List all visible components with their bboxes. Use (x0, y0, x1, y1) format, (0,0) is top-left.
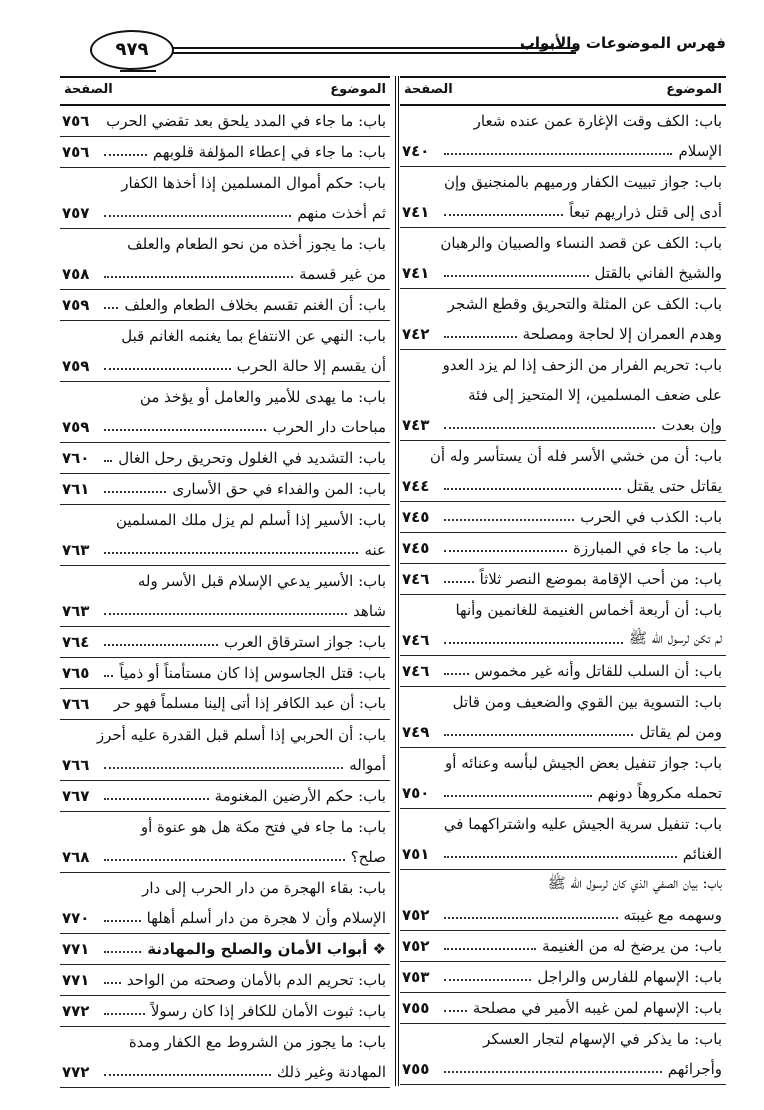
entry-topic-text: شاهد (353, 602, 386, 620)
entry-line (60, 290, 390, 320)
index-entry (60, 873, 390, 934)
entry-line (400, 870, 726, 900)
leader-dots (444, 1071, 662, 1073)
entry-page-number: ٧٥٦ (62, 143, 90, 161)
entry-page-number: ٧٥٠ (402, 784, 430, 802)
entry-topic-text: باب: الكف وقت الإغارة عمن عنده شعار (473, 112, 722, 130)
entry-topic-text: الإسلام وأن لا هجرة من دار أسلم أهلها (146, 909, 386, 927)
leader-dots (104, 859, 345, 861)
entry-line (400, 687, 726, 717)
index-entry (60, 474, 390, 505)
entry-topic-text: من غير قسمة (299, 265, 386, 283)
entry-line (60, 229, 390, 259)
entry-page-number: ٧٥٩ (62, 418, 90, 436)
leader-dots (104, 675, 113, 677)
index-entry (60, 812, 390, 873)
entry-line (400, 380, 726, 410)
entry-page-number: ٧٤٦ (402, 570, 430, 588)
index-entry (60, 720, 390, 781)
entry-line (60, 321, 390, 351)
entry-line (400, 167, 726, 197)
entry-page-number: ٧٤٦ (402, 662, 430, 680)
entry-line (60, 842, 390, 872)
leader-dots (444, 519, 574, 521)
header-rule (160, 52, 576, 54)
index-column-right (400, 106, 726, 1085)
index-entry (400, 595, 726, 656)
entry-topic-text: وإن بعدت (661, 416, 722, 434)
leader-dots (444, 275, 589, 277)
entry-line (60, 720, 390, 750)
index-entry (60, 965, 390, 996)
entry-page-number: ٧٤٥ (402, 508, 430, 526)
leader-dots (444, 214, 563, 216)
index-entry (60, 689, 390, 720)
leader-dots (444, 856, 677, 858)
entry-line (60, 596, 390, 626)
entry-line (60, 535, 390, 565)
entry-page-number: ٧٤١ (402, 203, 430, 221)
page-column-label: الصفحة (404, 82, 453, 97)
entry-topic-text: باب: تنفيل سرية الجيش عليه واشتراكهما في (443, 815, 722, 833)
leader-dots (104, 951, 141, 953)
index-entry (60, 382, 390, 443)
entry-page-number: ٧٦٠ (62, 449, 90, 467)
leader-dots (104, 644, 218, 646)
entry-page-number: ٧٥١ (402, 845, 430, 863)
entry-line (60, 873, 390, 903)
entry-page-number: ٧٦٨ (62, 848, 90, 866)
index-entry (60, 781, 390, 812)
leader-dots (444, 488, 621, 490)
entry-topic-text: باب: بقاء الهجرة من دار الحرب إلى دار (142, 879, 386, 897)
entry-topic-text: أن يقسم إلا حالة الحرب (236, 357, 386, 375)
entry-topic-text: باب: الإسهام لمن غيبه الأمير في مصلحة (472, 999, 722, 1017)
entry-page-number: ٧٥٥ (402, 999, 430, 1017)
entry-topic-text: باب: ثبوت الأمان للكافر إذا كان رسولاً (150, 1002, 386, 1020)
entry-page-number: ٧٦٧ (62, 787, 90, 805)
entry-line (60, 382, 390, 412)
column-divider (395, 76, 396, 1086)
entry-line (400, 748, 726, 778)
entry-topic-text: باب: أن السلب للقاتل وأنه غير مخموس (474, 662, 722, 680)
entry-topic-text: باب: قتل الجاسوس إذا كان مستأمناً أو ذمياً (119, 664, 386, 682)
running-title: فهرس الموضوعات والأبواب (519, 34, 726, 52)
entry-topic-text: باب: ما يذكر في الإسهام لتجار العسكر (483, 1030, 722, 1048)
index-entry (400, 656, 726, 687)
index-entry (400, 106, 726, 167)
entry-topic-text: باب: أن الحربي إذا أسلم قبل القدرة عليه أحرز (96, 726, 386, 744)
index-column-left (60, 106, 390, 1088)
entry-page-number: ٧٥٢ (402, 906, 430, 924)
entry-line (60, 137, 390, 167)
entry-topic-text: باب: الأسير يدعي الإسلام قبل الأسر وله (137, 572, 386, 590)
leader-dots (444, 795, 592, 797)
entry-line (400, 136, 726, 166)
topic-column-label: الموضوع (330, 82, 386, 97)
entry-topic-text: ثم أخذت منهم (297, 204, 386, 222)
entry-topic-text: يقاتل حتى يقتل (626, 477, 722, 495)
leader-dots (104, 798, 209, 800)
index-entry (60, 229, 390, 290)
entry-page-number: ٧٥٣ (402, 968, 430, 986)
index-entry (400, 228, 726, 289)
leader-dots (104, 920, 141, 922)
entry-line (60, 106, 390, 136)
index-entry (400, 748, 726, 809)
entry-page-number: ٧٤٩ (402, 723, 430, 741)
entry-topic-text: باب: حكم أموال المسلمين إذا أخذها الكفار (121, 174, 386, 192)
entry-page-number: ٧٥٩ (62, 357, 90, 375)
leader-dots (444, 948, 536, 950)
index-entry (60, 566, 390, 627)
entry-page-number: ٧٦٤ (62, 633, 90, 651)
entry-line (60, 1027, 390, 1057)
entry-line (60, 474, 390, 504)
entry-topic-text: أدى إلى قتل ذراريهم تبعاً (569, 203, 722, 221)
index-entry (60, 106, 390, 137)
index-entry (60, 137, 390, 168)
entry-line (60, 351, 390, 381)
entry-topic-text: باب: من أحب الإقامة بموضع النصر ثلاثاً (479, 570, 722, 588)
index-entry (60, 505, 390, 566)
leader-dots (444, 917, 618, 919)
entry-line (60, 658, 390, 688)
entry-line (60, 996, 390, 1026)
leader-dots (104, 552, 358, 554)
entry-page-number: ٧٥٥ (402, 1060, 430, 1078)
entry-line (400, 1024, 726, 1054)
entry-topic-text: على ضعف المسلمين، إلا المتحيز إلى فئة (468, 386, 722, 404)
entry-line (60, 934, 390, 964)
entry-line (400, 656, 726, 686)
entry-topic-text: وسهمه مع غيبته (623, 906, 722, 924)
entry-topic-text: باب: ما جاء في المبارزة (572, 539, 722, 557)
leader-dots (104, 215, 291, 217)
header-rule (160, 47, 576, 49)
page-number: ٩٧٩ (90, 30, 174, 70)
leader-dots (104, 1013, 145, 1015)
entry-line (400, 1054, 726, 1084)
leader-dots (444, 336, 517, 338)
entry-topic-text: الإسلام (678, 142, 722, 160)
header-rule (120, 70, 156, 72)
entry-topic-text: وهدم العمران إلا لحاجة ومصلحة (522, 325, 722, 343)
entry-page-number: ٧٤١ (402, 264, 430, 282)
topic-column-label: الموضوع (666, 82, 722, 97)
entry-line (400, 595, 726, 625)
entry-topic-text: باب: ما جاء في إعطاء المؤلفة قلوبهم (152, 143, 386, 161)
entry-line (400, 778, 726, 808)
entry-topic-text: صلح؟ (350, 848, 386, 866)
entry-line (60, 412, 390, 442)
entry-page-number: ٧٦٣ (62, 541, 90, 559)
index-entry (60, 321, 390, 382)
entry-page-number: ٧٥٧ (62, 204, 90, 222)
entry-line (60, 505, 390, 535)
index-entry (400, 441, 726, 502)
entry-page-number: ٧٥٩ (62, 296, 90, 314)
entry-topic-text: باب: أن عبد الكافر إذا أتى إلينا مسلماً فهو حر (113, 696, 386, 712)
leader-dots (444, 581, 474, 583)
entry-topic-text: باب: جواز تبييت الكفار ورميهم بالمنجنيق وإن (444, 173, 722, 191)
leader-dots (444, 1010, 467, 1012)
entry-topic-text: باب: المن والفداء في حق الأسارى (172, 480, 386, 498)
entry-topic-text: باب: جواز تنفيل بعض الجيش لبأسه وعنائه أو (445, 754, 722, 772)
entry-line (400, 931, 726, 961)
entry-page-number: ٧٤٣ (402, 416, 430, 434)
index-entry (400, 1024, 726, 1085)
leader-dots (104, 276, 293, 278)
entry-topic-text: باب: ما جاء في فتح مكة هل هو عنوة أو (140, 818, 386, 836)
entry-topic-text: عنه (364, 541, 386, 559)
index-entry (400, 289, 726, 350)
index-entry (400, 502, 726, 533)
entry-topic-text: والشيخ الفاني بالقتل (594, 264, 722, 282)
entry-topic-text: باب: حكم الأرضين المغنومة (214, 787, 386, 805)
section-heading (60, 934, 390, 965)
index-entry (400, 870, 726, 931)
entry-topic-text: باب: النهي عن الانتفاع بما يغنمه الغانم قبل (121, 327, 386, 345)
entry-page-number: ٧٤٢ (402, 325, 430, 343)
entry-topic-text: باب: تحريم الفرار من الزحف إذا لم يزد العدو (442, 356, 722, 374)
entry-line (400, 471, 726, 501)
entry-line (400, 289, 726, 319)
entry-topic-text: باب: الكف عن المثلة والتحريق وقطع الشجر (447, 295, 722, 313)
entry-page-number: ٧٧٢ (62, 1002, 90, 1020)
index-entry (60, 290, 390, 321)
column-divider (398, 76, 399, 1086)
entry-topic-text: باب: الكف عن قصد النساء والصبيان والرهبان (440, 234, 722, 252)
entry-line (60, 1057, 390, 1087)
leader-dots (444, 734, 633, 736)
entry-page-number: ٧٦١ (62, 480, 90, 498)
entry-page-number: ٧٤٦ (402, 631, 430, 649)
entry-topic-text: وأجرائهم (667, 1060, 722, 1078)
index-entry (60, 627, 390, 658)
entry-line (60, 903, 390, 933)
entry-topic-text: باب: من يرضخ له من الغنيمة (542, 937, 722, 955)
leader-dots (104, 613, 347, 615)
index-entry (60, 168, 390, 229)
entry-topic-text: باب: أن أربعة أخماس الغنيمة للغانمين وأنها (455, 601, 722, 619)
entry-line (400, 962, 726, 992)
entry-line (400, 564, 726, 594)
entry-topic-text: باب: الأسير إذا أسلم لم يزل ملك المسلمين (115, 511, 386, 529)
index-entry (400, 962, 726, 993)
leader-dots (104, 429, 266, 431)
entry-page-number: ٧٥٨ (62, 265, 90, 283)
entry-page-number: ٧٧١ (62, 940, 90, 958)
entry-page-number: ٧٦٥ (62, 664, 90, 682)
column-header-right (400, 76, 726, 106)
entry-topic-text: ❖ أبواب الأمان والصلح والمهادنة (147, 940, 386, 958)
entry-topic-text: باب: ما يجوز أخذه من نحو الطعام والعلف (127, 235, 386, 253)
entry-line (400, 228, 726, 258)
entry-topic-text: مباحات دار الحرب (272, 418, 386, 436)
entry-line (400, 319, 726, 349)
leader-dots (444, 427, 655, 429)
entry-line (400, 809, 726, 839)
entry-line (60, 259, 390, 289)
entry-line (400, 502, 726, 532)
index-entry (60, 658, 390, 689)
entry-line (60, 781, 390, 811)
index-entry (60, 443, 390, 474)
entry-line (400, 350, 726, 380)
entry-line (60, 965, 390, 995)
entry-line (400, 410, 726, 440)
entry-topic-text: باب: أن من خشي الأسر فله أن يستأسر وله أن (429, 447, 722, 465)
entry-topic-text: أمواله (349, 756, 386, 774)
leader-dots (104, 982, 121, 984)
entry-line (400, 106, 726, 136)
index-entry (400, 931, 726, 962)
index-entry (400, 993, 726, 1024)
entry-topic-text: تحمله مكروهاً دونهم (597, 784, 722, 802)
entry-topic-text: باب: أن الغنم تقسم بخلاف الطعام والعلف (124, 296, 386, 314)
leader-dots (444, 153, 672, 155)
entry-page-number: ٧٧١ (62, 971, 90, 989)
entry-topic-text: لم تكن لرسول الله ﷺ (628, 629, 722, 647)
entry-line (60, 168, 390, 198)
entry-line (400, 197, 726, 227)
page-column-label: الصفحة (64, 82, 113, 97)
index-entry (400, 564, 726, 595)
index-entry (400, 533, 726, 564)
entry-topic-text: باب: تحريم الدم بالأمان وصحته من الواحد (126, 971, 386, 989)
entry-line (400, 900, 726, 930)
entry-line (400, 441, 726, 471)
entry-page-number: ٧٧٠ (62, 909, 90, 927)
entry-line (60, 627, 390, 657)
index-entry (60, 996, 390, 1027)
entry-topic-text: ومن لم يقاتل (639, 723, 722, 741)
entry-page-number: ٧٤٥ (402, 539, 430, 557)
page-header (60, 22, 726, 72)
index-entry (400, 809, 726, 870)
entry-line (400, 258, 726, 288)
entry-line (60, 443, 390, 473)
leader-dots (104, 154, 147, 156)
index-entry (400, 350, 726, 441)
entry-topic-text: باب: التشديد في الغلول وتحريق رحل الغال (118, 449, 386, 467)
leader-dots (104, 307, 118, 309)
leader-dots (444, 979, 531, 981)
entry-topic-text: باب: الإسهام للفارس والراجل (537, 968, 722, 986)
leader-dots (104, 460, 112, 462)
entry-line (400, 625, 726, 655)
entry-topic-text: باب: التسوية بين القوي والضعيف ومن قاتل (452, 693, 722, 711)
entry-topic-text: باب: ما جاء في المدد يلحق بعد تقضي الحرب (106, 112, 386, 130)
entry-page-number: ٧٤٤ (402, 477, 430, 495)
entry-page-number: ٧٦٦ (62, 695, 90, 713)
index-entry (400, 167, 726, 228)
entry-topic-text: باب: ما يجوز من الشروط مع الكفار ومدة (128, 1033, 386, 1051)
leader-dots (444, 673, 469, 675)
entry-line (400, 839, 726, 869)
leader-dots (104, 767, 343, 769)
entry-line (400, 533, 726, 563)
entry-page-number: ٧٤٠ (402, 142, 430, 160)
entry-topic-text: المهادنة وغير ذلك (276, 1063, 386, 1081)
leader-dots (444, 642, 623, 644)
entry-line (60, 198, 390, 228)
entry-topic-text: الغنائم (682, 845, 722, 863)
leader-dots (104, 1074, 271, 1076)
entry-topic-text: باب: جواز استرقاق العرب (224, 633, 386, 651)
entry-page-number: ٧٦٣ (62, 602, 90, 620)
entry-page-number: ٧٦٦ (62, 756, 90, 774)
entry-topic-text: باب: بيان الصفي الذي كان لرسول الله ﷺ (547, 874, 722, 892)
entry-line (60, 689, 390, 719)
entry-page-number: ٧٧٢ (62, 1063, 90, 1081)
entry-topic-text: باب: الكذب في الحرب (580, 508, 722, 526)
entry-line (400, 717, 726, 747)
entry-line (60, 812, 390, 842)
entry-page-number: ٧٥٢ (402, 937, 430, 955)
entry-line (60, 750, 390, 780)
leader-dots (104, 368, 231, 370)
column-header-left (60, 76, 390, 106)
entry-line (400, 993, 726, 1023)
index-entry (400, 687, 726, 748)
entry-page-number: ٧٥٦ (62, 112, 90, 130)
entry-topic-text: باب: ما يهدى للأمير والعامل أو يؤخذ من (139, 388, 386, 406)
leader-dots (444, 550, 567, 552)
leader-dots (104, 491, 166, 493)
index-entry (60, 1027, 390, 1088)
entry-line (60, 566, 390, 596)
